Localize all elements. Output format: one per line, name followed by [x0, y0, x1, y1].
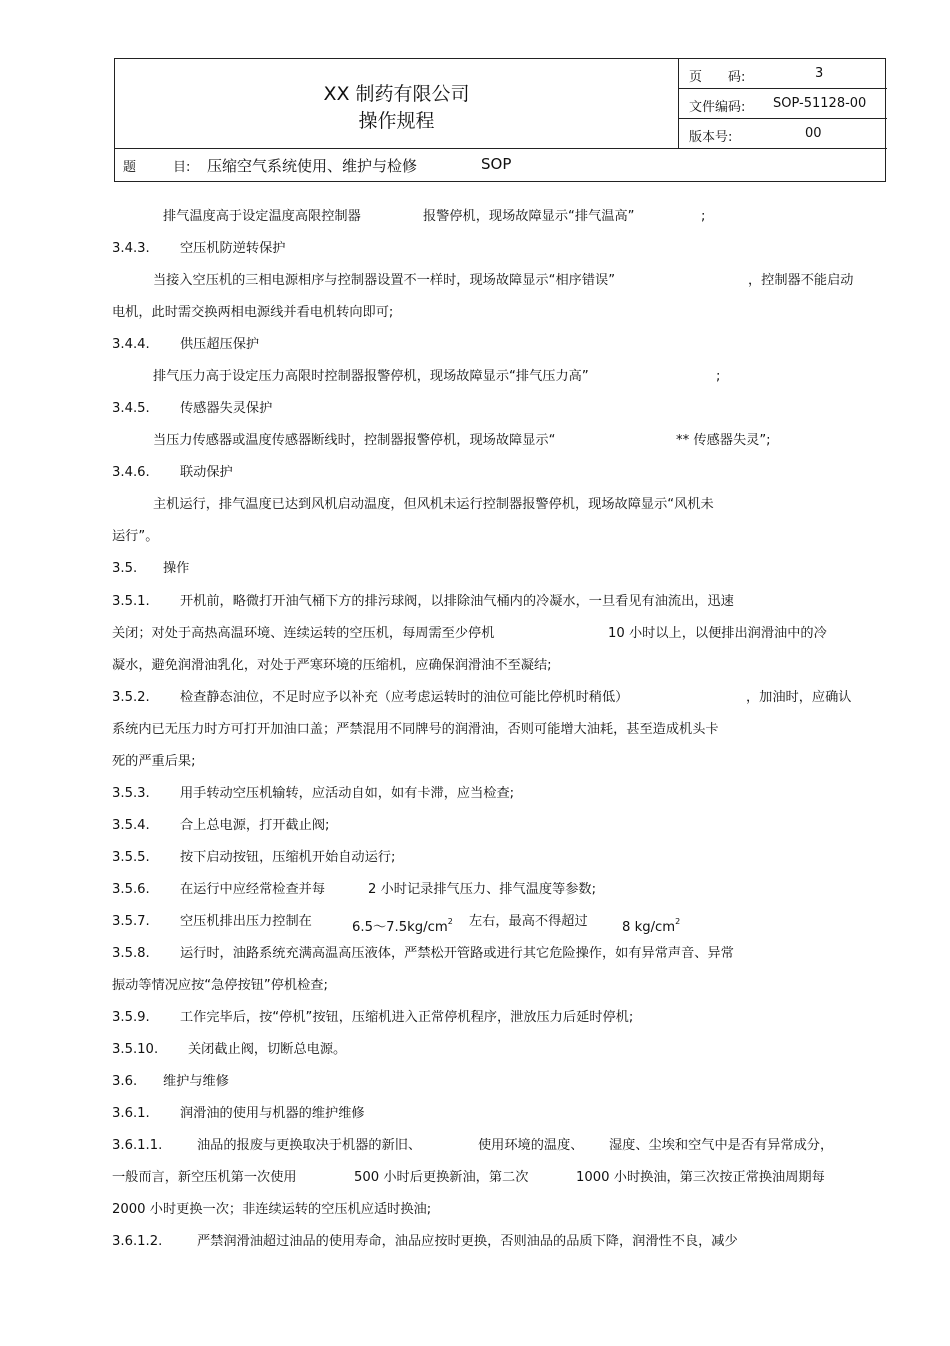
superscript: 2 [675, 917, 681, 926]
section-number: 3.4.4. [112, 337, 150, 352]
text-line: 2000 小时更换一次；非连续运转的空压机应适时换油; [112, 1202, 432, 1217]
text-line: 8 $kg/cm^2$ [622, 917, 681, 935]
text-line: 运行”。 [112, 529, 159, 544]
document-type: 操作规程 [358, 110, 435, 132]
section-number: 3.5. [112, 561, 138, 576]
text-line: $6.5\sim 7.5kg/cm^2$ [352, 917, 453, 935]
text-line: ，控制器不能启动 [748, 273, 854, 288]
document-header [114, 58, 886, 182]
section-number: 3.6.1. [112, 1106, 150, 1121]
text-line: 油品的报废与更换取决于机器的新旧、 [197, 1138, 422, 1153]
section-number: 3.4.3. [112, 241, 150, 256]
section-heading: 空压机防逆转保护 [180, 241, 286, 256]
text-line: 当压力传感器或温度传感器断线时，控制器报警停机，现场故障显示“ [153, 433, 556, 448]
text-line: 当接入空压机的三相电源相序与控制器设置不一样时，现场故障显示“相序错误” [153, 273, 616, 288]
page-number-label: 页 码: [689, 70, 746, 85]
text-line: 振动等情况应按“急停按钮”停机检查; [112, 978, 328, 993]
version-label: 版本号: [689, 130, 733, 145]
text-line: 死的严重后果; [112, 754, 196, 769]
text-line: 1000 小时换油，第三次按正常换油周期每 [576, 1170, 825, 1185]
text-line: 报警停机，现场故障显示“排气温高” [423, 209, 635, 224]
section-number: 3.4.5. [112, 401, 150, 416]
section-number: 3.5.7. [112, 914, 150, 929]
text-line: 10 小时以上，以便排出润滑油中的冷 [608, 626, 827, 641]
file-code-label: 文件编码: [689, 100, 746, 115]
title-label: 题 [123, 160, 137, 175]
text-line: 使用环境的温度、 [478, 1138, 584, 1153]
text-line: 用手转动空压机输转，应活动自如，如有卡滞，应当检查; [180, 786, 515, 801]
section-number: 3.6.1.1. [112, 1138, 163, 1153]
section-heading: 传感器失灵保护 [180, 401, 273, 416]
text-line: 合上总电源，打开截止阀; [180, 818, 330, 833]
section-number: 3.5.6. [112, 882, 150, 897]
text-line: 按下启动按钮，压缩机开始自动运行; [180, 850, 396, 865]
text-line: 凝水，避免润滑油乳化，对处于严寒环境的压缩机，应确保润滑油不至凝结; [112, 658, 552, 673]
text-line: ; [716, 369, 721, 384]
text-line: 关闭；对处于高热高温环境、连续运转的空压机，每周需至少停机 [112, 626, 495, 641]
section-number: 3.5.8. [112, 946, 150, 961]
page-number-value: 3 [815, 66, 824, 81]
document-title-sop: SOP [481, 155, 512, 173]
section-number: 3.5.2. [112, 690, 150, 705]
text-line: 系统内已无压力时方可打开加油口盖；严禁混用不同牌号的润滑油，否则可能增大油耗，甚至造成机头卡 [112, 722, 719, 737]
page-number-cell [679, 59, 887, 89]
document-title-row [115, 149, 885, 181]
section-heading: 联动保护 [180, 465, 233, 480]
section-number: 3.4.6. [112, 465, 150, 480]
superscript: 2 [447, 917, 453, 926]
text-line: 湿度、尘埃和空气中是否有异常成分， [609, 1138, 834, 1153]
text-line: 关闭截止阀，切断总电源。 [188, 1042, 347, 1057]
file-code-value: SOP-51128-00 [773, 96, 867, 111]
text-line: 2 小时记录排气压力、排气温度等参数; [368, 882, 597, 897]
version-cell [679, 119, 887, 149]
section-heading: 操作 [163, 561, 190, 576]
text-line: 电机，此时需交换两相电源线并看电机转向即可; [112, 305, 394, 320]
text-line: 一般而言，新空压机第一次使用 [112, 1170, 297, 1185]
text-line: 左右，最高不得超过 [469, 914, 588, 929]
text-line: 在运行中应经常检查并每 [180, 882, 326, 897]
section-number: 3.5.9. [112, 1010, 150, 1025]
section-heading: 维护与维修 [163, 1074, 229, 1089]
document-title: 压缩空气系统使用、维护与检修 [207, 157, 418, 175]
version-value: 00 [805, 126, 822, 141]
section-number: 3.5.4. [112, 818, 150, 833]
title-label-2: 目: [173, 160, 191, 175]
text-line: 检查静态油位，不足时应予以补充（应考虑运转时的油位可能比停机时稍低） [180, 690, 629, 705]
section-number: 3.6.1.2. [112, 1234, 163, 1249]
section-number: 3.5.5. [112, 850, 150, 865]
section-number: 3.6. [112, 1074, 138, 1089]
file-code-cell [679, 89, 887, 119]
section-heading: 供压超压保护 [180, 337, 260, 352]
text-line: 运行时，油路系统充满高温高压液体，严禁松开管路或进行其它危险操作，如有异常声音、异常 [180, 946, 734, 961]
section-heading: 润滑油的使用与机器的维护维修 [180, 1106, 365, 1121]
text-line: 排气压力高于设定压力高限时控制器报警停机，现场故障显示“排气压力高” [153, 369, 589, 384]
text-line: 工作完毕后，按“停机”按钮，压缩机进入正常停机程序，泄放压力后延时停机; [180, 1010, 634, 1025]
text-line: 主机运行，排气温度已达到风机启动温度，但风机未运行控制器报警停机，现场故障显示“风机未 [153, 497, 714, 512]
text-line: ，加油时，应确认 [746, 690, 852, 705]
section-number: 3.5.10. [112, 1042, 159, 1057]
text-line: ** 传感器失灵”; [676, 433, 771, 448]
text-line: 排气温度高于设定温度高限控制器 [163, 209, 361, 224]
section-number: 3.5.3. [112, 786, 150, 801]
company-block [115, 59, 679, 149]
text-line: 空压机排出压力控制在 [180, 914, 312, 929]
company-name: XX 制药有限公司 [323, 83, 470, 105]
text-line: ; [701, 209, 706, 224]
text-line: 500 小时后更换新油，第二次 [354, 1170, 529, 1185]
text-line: 严禁润滑油超过油品的使用寿命，油品应按时更换，否则油品的品质下降，润滑性不良，减少 [197, 1234, 738, 1249]
text-line: 开机前，略微打开油气桶下方的排污球阀，以排除油气桶内的冷凝水，一旦看见有油流出，迅速 [180, 594, 734, 609]
section-number: 3.5.1. [112, 594, 150, 609]
